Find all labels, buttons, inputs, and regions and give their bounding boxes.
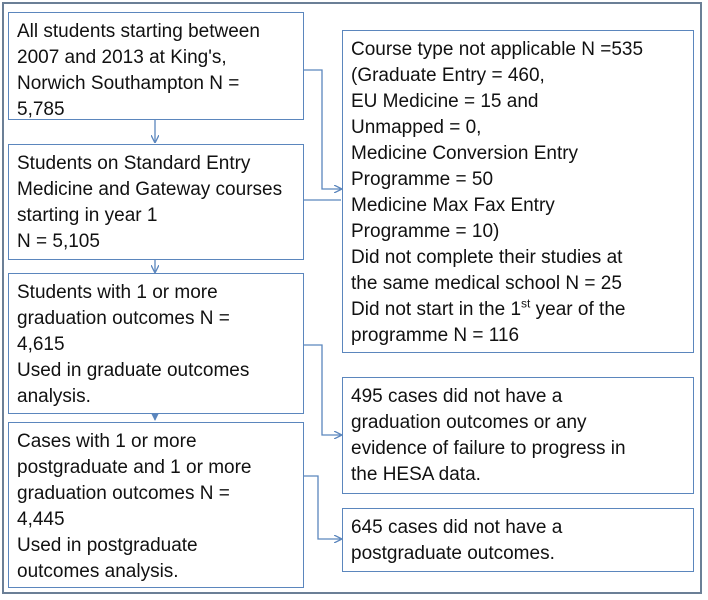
text-line: Students with 1 or more [17,282,218,303]
text-line: graduation outcomes N = [17,308,230,329]
text-line: Did not complete their studies at [351,247,623,268]
text-line: N = 5,105 [17,231,100,252]
box-no-postgraduate-outcome [342,508,694,572]
connector-graduation-to-no-graduation [303,345,341,435]
text-line: graduation outcomes or any [351,412,587,433]
box-standard-entry [8,144,304,260]
box-graduation-outcomes [8,273,304,414]
text-line: Medicine Conversion Entry [351,143,579,164]
text-line: Medicine Max Fax Entry [351,195,555,216]
text-line: EU Medicine = 15 and [351,91,539,112]
text-fragment: Did not start in the 1 [351,299,522,320]
text-line: All students starting between [17,21,260,42]
text-line: analysis. [17,386,91,407]
text-line: 5,785 [17,99,65,120]
box-course-type-excluded [342,30,694,353]
text-line: 4,615 [17,334,65,355]
text-line: 645 cases did not have a [351,517,563,538]
text-line: Programme = 50 [351,169,494,190]
text-line: Course type not applicable N =535 [351,39,644,60]
text-fragment: year of the [530,299,626,320]
text-line: Used in postgraduate [17,535,198,556]
connector-all-to-excluded [303,70,341,189]
text-line: Norwich Southampton N = [17,73,240,94]
text-line: postgraduate and 1 or more [17,457,252,478]
text-line: starting in year 1 [17,205,158,226]
box-postgraduate-outcomes [8,422,304,588]
box-all-students [8,12,304,120]
text-line: outcomes analysis. [17,561,179,582]
text-line: Used in graduate outcomes [17,360,250,381]
ordinal-superscript: st [521,296,531,311]
text-line: Programme = 10) [351,221,500,242]
text-line: programme N = 116 [351,325,520,346]
connector-postgraduate-to-no-postgraduate [303,476,341,539]
text-line-superscript [351,297,685,323]
text-line: Cases with 1 or more [17,431,197,452]
text-line: Unmapped = 0, [351,117,482,138]
text-line: evidence of failure to progress in [351,438,626,459]
text-line: the HESA data. [351,464,481,485]
text-line: (Graduate Entry = 460, [351,65,545,86]
text-line: Students on Standard Entry [17,153,251,174]
text-line: 2007 and 2013 at King's, [17,47,227,68]
box-no-graduation-outcome [342,377,694,494]
text-line: 4,445 [17,509,65,530]
text-line: Medicine and Gateway courses [17,179,283,200]
text-line: the same medical school N = 25 [351,273,622,294]
text-line: graduation outcomes N = [17,483,230,504]
text-line: postgraduate outcomes. [351,543,555,564]
text-line: 495 cases did not have a [351,386,563,407]
